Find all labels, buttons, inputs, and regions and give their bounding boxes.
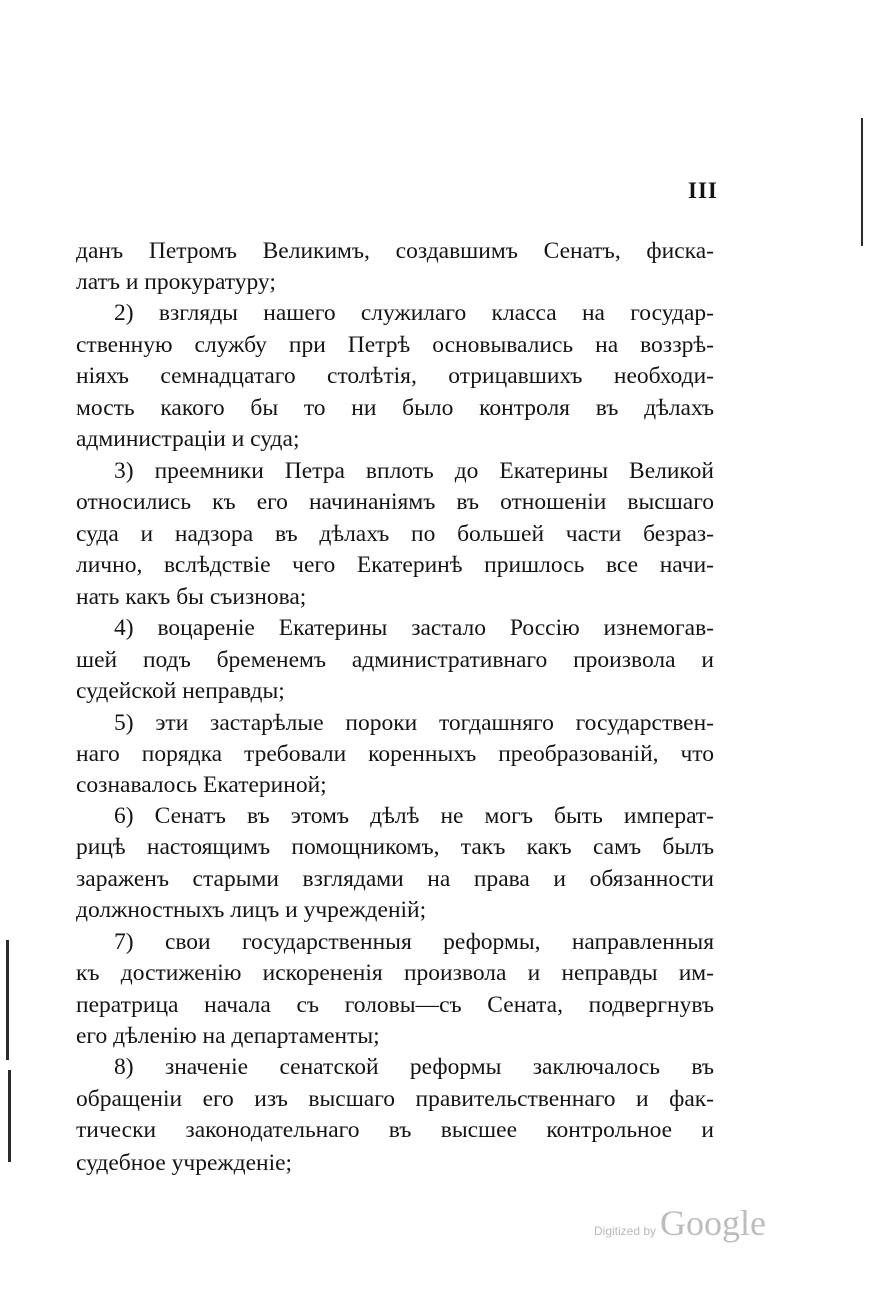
text-line: его дѣленію на департаменты; — [76, 1023, 380, 1049]
text-line: относились къ его начинаніямъ въ отношеніи высшаго — [76, 489, 714, 515]
watermark-prefix: Digitized by — [594, 1224, 657, 1238]
digitized-by-google-watermark — [594, 1202, 766, 1244]
scan-edge-right — [861, 118, 863, 246]
text-line: 3) преемники Петра вплоть до Екатерины Великой — [114, 458, 714, 484]
text-line: 7) свои государственныя реформы, направленныя — [114, 929, 714, 955]
text-line: должностныхъ лицъ и учрежденій; — [76, 897, 427, 923]
text-line: 8) значеніе сенатской реформы заключалось въ — [114, 1054, 714, 1080]
text-line: обращеніи его изъ высшаго правительственнаго и фак- — [76, 1086, 714, 1112]
text-line: ператрица начала съ головы—съ Сената, подвергнувъ — [76, 992, 714, 1018]
text-line: сознавалось Екатериной; — [76, 772, 327, 798]
text-line: латъ и прокуратуру; — [76, 269, 276, 295]
text-line: 4) воцареніе Екатерины застало Россію изнемогав- — [114, 615, 714, 641]
text-line: суда и надзора въ дѣлахъ по большей части безраз- — [76, 521, 714, 547]
text-line: лично, вслѣдствіе чего Екатеринѣ пришлось все начи- — [76, 552, 714, 578]
text-line: шей подъ бременемъ административнаго произвола и — [76, 647, 714, 673]
text-line: 2) взгляды нашего служилаго класса на государ- — [114, 300, 714, 326]
text-line: 5) эти застарѣлые пороки тогдашняго государствен- — [114, 710, 714, 736]
page-number: III — [688, 178, 718, 203]
scan-edge-left — [6, 940, 9, 1060]
text-line: судейской неправды; — [76, 678, 285, 704]
text-line: наго порядка требовали коренныхъ преобразованій, что — [76, 741, 714, 767]
text-line: нать какъ бы съизнова; — [76, 584, 307, 610]
text-line: мость какого бы то ни было контроля въ дѣлахъ — [76, 395, 714, 421]
text-line: ственную службу при Петрѣ основывались на воззрѣ- — [76, 332, 714, 358]
text-line: ніяхъ семнадцатаго столѣтія, отрицавшихъ необходи- — [76, 363, 714, 389]
text-line: тически законодательнаго въ высшее контрольное и — [76, 1117, 714, 1143]
google-logo: Google — [660, 1203, 767, 1243]
scan-edge-left-lower — [8, 1070, 11, 1162]
text-line: данъ Петромъ Великимъ, создавшимъ Сенатъ, фиска- — [76, 238, 714, 264]
text-line-cut-off: судебное учрежденіе; — [76, 1150, 293, 1176]
text-line: зараженъ старыми взглядами на права и обязанности — [76, 866, 714, 892]
text-line: 6) Сенатъ въ этомъ дѣлѣ не могъ быть императ- — [114, 803, 714, 829]
text-line: рицѣ настоящимъ помощникомъ, такъ какъ самъ былъ — [76, 834, 714, 860]
text-line: администраціи и суда; — [76, 426, 300, 452]
text-line: къ достиженію искорененія произвола и неправды им- — [76, 960, 714, 986]
